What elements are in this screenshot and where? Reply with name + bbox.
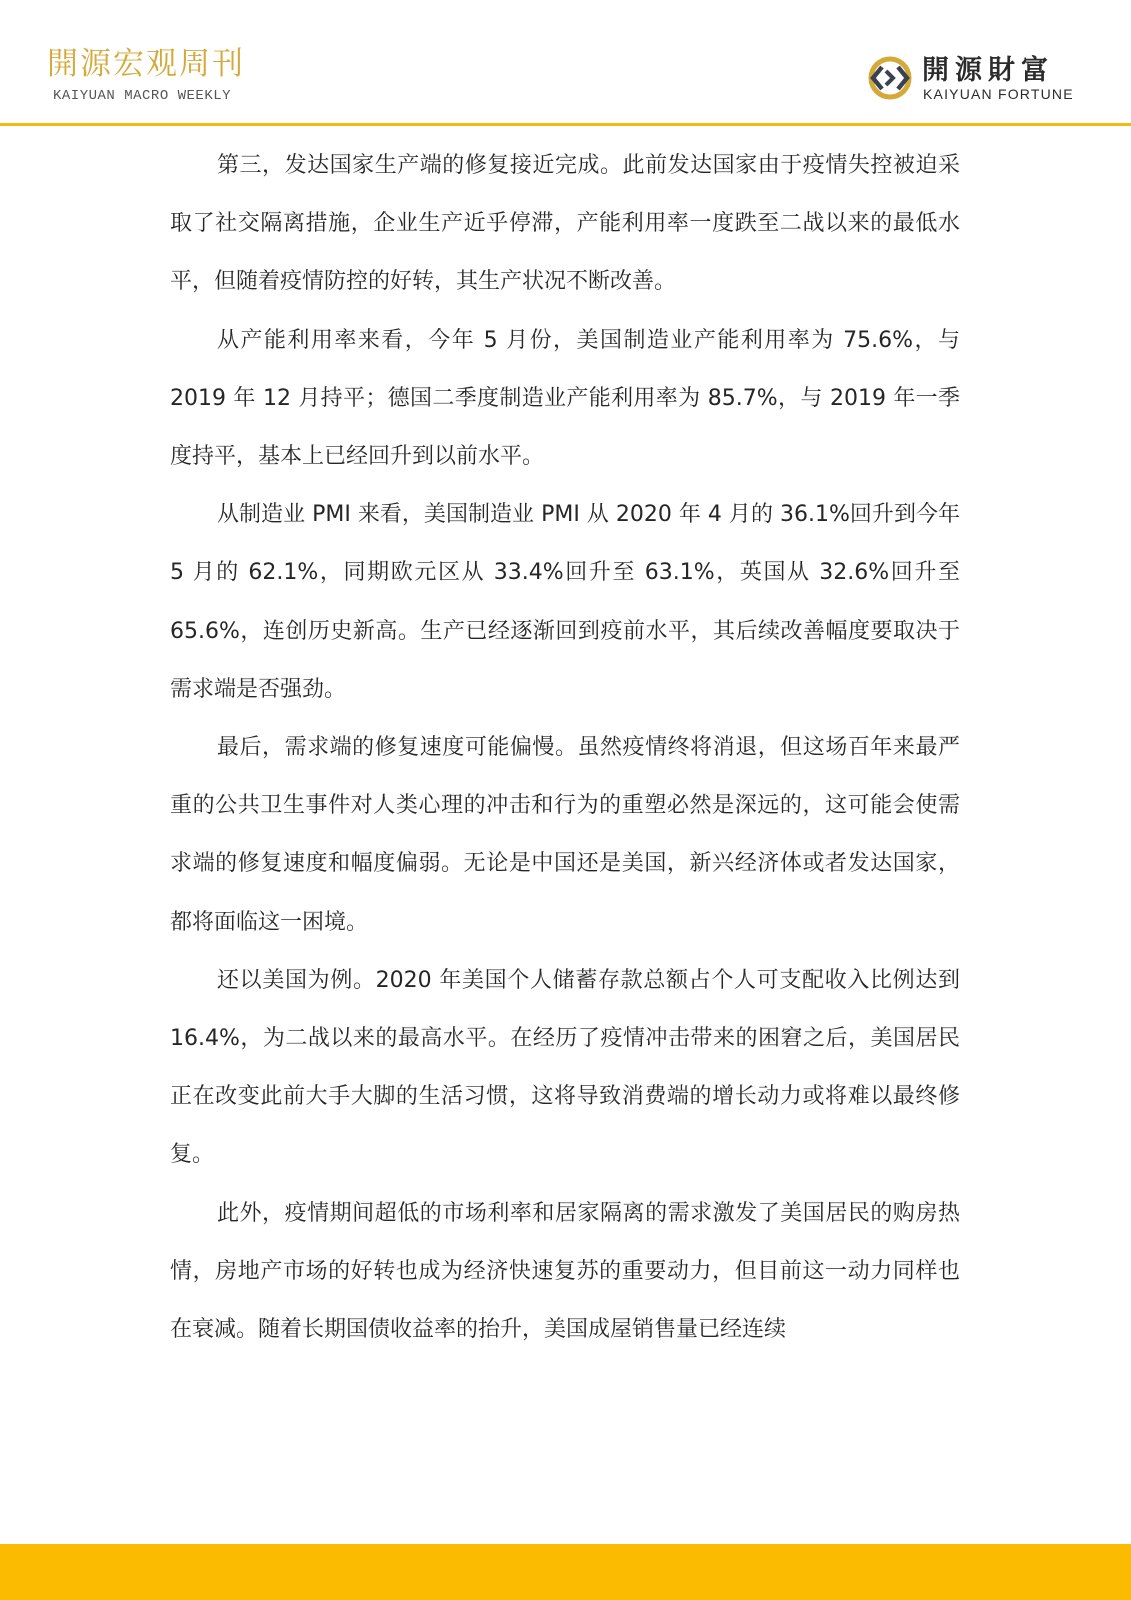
paragraph: 从产能利用率来看，今年 5 月份，美国制造业产能利用率为 75.6%，与 2019 年 12 月持平；德国二季度制造业产能利用率为 85.7%，与 2019 年一季度持平，基本上已经回升到以前水平。: [170, 327, 960, 470]
page-header: [0, 0, 1131, 126]
article-body: [170, 137, 960, 1359]
logo-chinese-name: 開源財富: [922, 55, 1054, 86]
paragraph: 第三，发达国家生产端的修复接近完成。此前发达国家由于疫情失控被迫采取了社交隔离措施，企业生产近乎停滞，产能利用率一度跌至二战以来的最低水平，但随着疫情防控的好转，其生产状况不断改善。: [170, 153, 960, 295]
header-divider: [0, 123, 1131, 126]
company-logo: [866, 48, 1086, 106]
paragraph: 从制造业 PMI 来看，美国制造业 PMI 从 2020 年 4 月的 36.1%回升到今年 5 月的 62.1%，同期欧元区从 33.4%回升至 63.1%，英国从 32.6%回升至 65.6%，连创历史新高。生产已经逐渐回到疫前水平，其后续改善幅度要取决于需求端是否强劲。: [170, 502, 960, 702]
paragraph: 最后，需求端的修复速度可能偏慢。虽然疫情终将消退，但这场百年来最严重的公共卫生事件对人类心理的冲击和行为的重塑必然是深远的，这可能会使需求端的修复速度和幅度偏弱。无论是中国还是美国，新兴经济体或者发达国家，都将面临这一困境。: [170, 735, 960, 935]
publication-title: 開源宏观周刊: [47, 46, 245, 82]
kaiyuan-logo-icon: [866, 54, 914, 102]
paragraph: 还以美国为例。2020 年美国个人储蓄存款总额占个人可支配收入比例达到 16.4%，为二战以来的最高水平。在经历了疫情冲击带来的困窘之后，美国居民正在改变此前大手大脚的生活习惯，这将导致消费端的增长动力或将难以最终修复。: [170, 967, 960, 1168]
publication-subtitle: KAIYUAN MACRO WEEKLY: [53, 88, 232, 104]
paragraph: 此外，疫情期间超低的市场利率和居家隔离的需求激发了美国居民的购房热情，房地产市场的好转也成为经济快速复苏的重要动力，但目前这一动力同样也在衰减。随着长期国债收益率的抬升，美国成屋销售量已经连续: [170, 1200, 960, 1343]
logo-english-name: KAIYUAN FORTUNE: [923, 86, 1074, 102]
footer-bar: [0, 1544, 1131, 1600]
